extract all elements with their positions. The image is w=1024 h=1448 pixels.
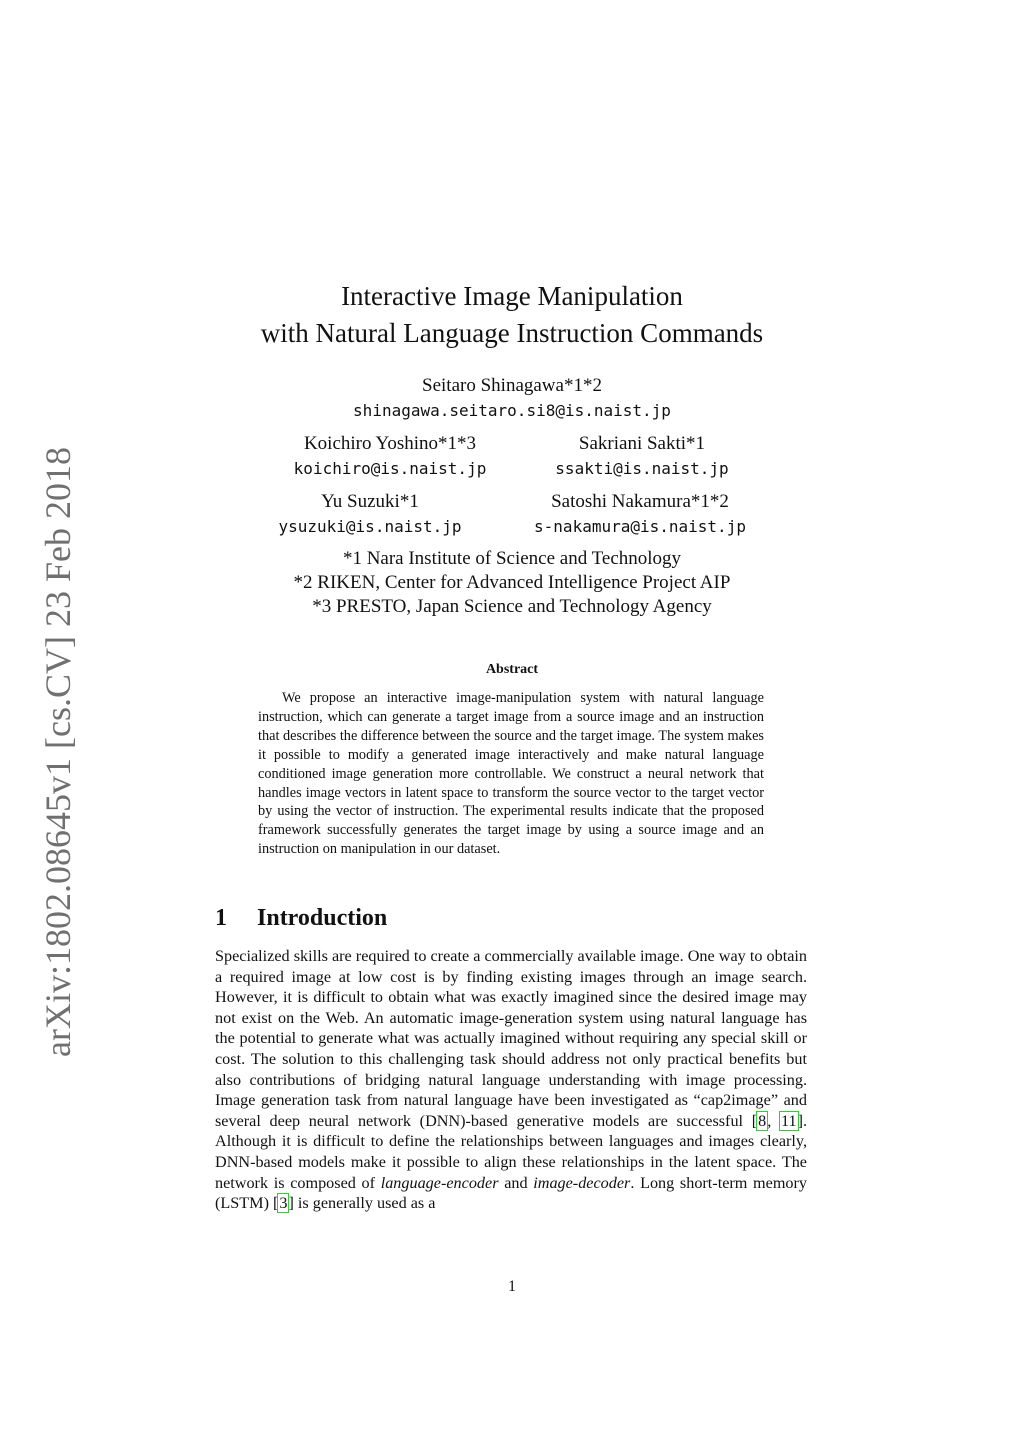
title-line-2: with Natural Language Instruction Commands	[260, 318, 764, 348]
arxiv-identifier: arXiv:1802.08645v1 [cs.CV] 23 Feb 2018	[38, 447, 78, 1057]
author-name: Sakriani Sakti*1	[578, 433, 706, 454]
citation-link[interactable]: 11	[780, 1111, 797, 1130]
intro-emphasis: image-decoder	[533, 1173, 631, 1192]
intro-text: Specialized skills are required to create a commercially available image. One way to obtain a required image at low cost is by finding existing images through an image search. However, it is difficult to obtain what was exactly imagined since the desired image may not exist on the Web. An automatic image-generation system using natural language has the potential to generate what was actually imagined without requiring any special skill or cost. The solution to this challenging task should address not only practical benefits but also contributions of bridging natural language understanding with image processing. Image generation task from natural language have been investigated as “cap2image” and several deep neural network (DNN)-based generative models are successful	[215, 947, 807, 1130]
intro-text: ] is generally used as a	[288, 1194, 436, 1213]
author-name: Yu Suzuki*1	[321, 491, 419, 512]
intro-text: ,	[767, 1111, 780, 1130]
affiliation-line: *3 PRESTO, Japan Science and Technology Agency	[312, 596, 712, 617]
intro-text: [	[751, 1111, 758, 1130]
introduction-paragraph	[215, 946, 807, 1214]
affiliation-line: *2 RIKEN, Center for Advanced Intelligence Project AIP	[293, 572, 731, 593]
author-email[interactable]: ssakti@is.naist.jp	[555, 459, 729, 478]
author-email[interactable]: koichiro@is.naist.jp	[293, 459, 487, 478]
paper-title	[0, 278, 1024, 352]
section-heading	[215, 905, 387, 932]
section-number: 1	[215, 905, 227, 931]
author-name: Koichiro Yoshino*1*3	[303, 433, 477, 454]
intro-text: . Long short-term memory (LSTM) [	[215, 1173, 807, 1213]
author-email[interactable]: s-nakamura@is.naist.jp	[534, 517, 746, 536]
intro-text: and	[498, 1173, 534, 1192]
author-email[interactable]: ysuzuki@is.naist.jp	[278, 517, 462, 536]
abstract-heading: Abstract	[485, 662, 539, 677]
author-block	[512, 432, 772, 482]
author-name: Satoshi Nakamura*1*2	[551, 491, 729, 512]
citation-link[interactable]: 3	[279, 1194, 288, 1213]
author-block	[240, 490, 500, 540]
affiliation-line: *1 Nara Institute of Science and Technology	[342, 548, 682, 569]
intro-emphasis: language-encoder	[380, 1173, 499, 1192]
author-email[interactable]: shinagawa.seitaro.si8@is.naist.jp	[353, 401, 671, 420]
author-block	[490, 490, 790, 540]
author-block	[260, 432, 520, 482]
affiliations	[0, 547, 1024, 619]
section-title: Introduction	[257, 905, 388, 931]
author-name: Seitaro Shinagawa*1*2	[422, 375, 602, 396]
abstract-text: We propose an interactive image-manipulation system with natural language instruction, which can generate a target image from a source image and an instruction that describes the difference between the source and the target image. The system makes it possible to modify a generated image interactively and make natural language conditioned image generation more controllable. We construct a neural network that handles image vectors in latent space to transform the source vector to the target vector by using the vector of instruction. The experimental results indicate that the proposed framework successfully generates the target image by using a source image and an instruction on manipulation in our dataset.	[258, 690, 764, 858]
author-block	[262, 374, 762, 424]
intro-text: ]. Although it is difficult to define the relationships between languages and images clearly, DNN-based models make it possible to align these relationships in the latent space. The network is composed of	[215, 1111, 808, 1192]
citation-link[interactable]: 8	[758, 1111, 767, 1130]
page-number: 1	[508, 1278, 516, 1295]
title-line-1: Interactive Image Manipulation	[341, 281, 683, 311]
